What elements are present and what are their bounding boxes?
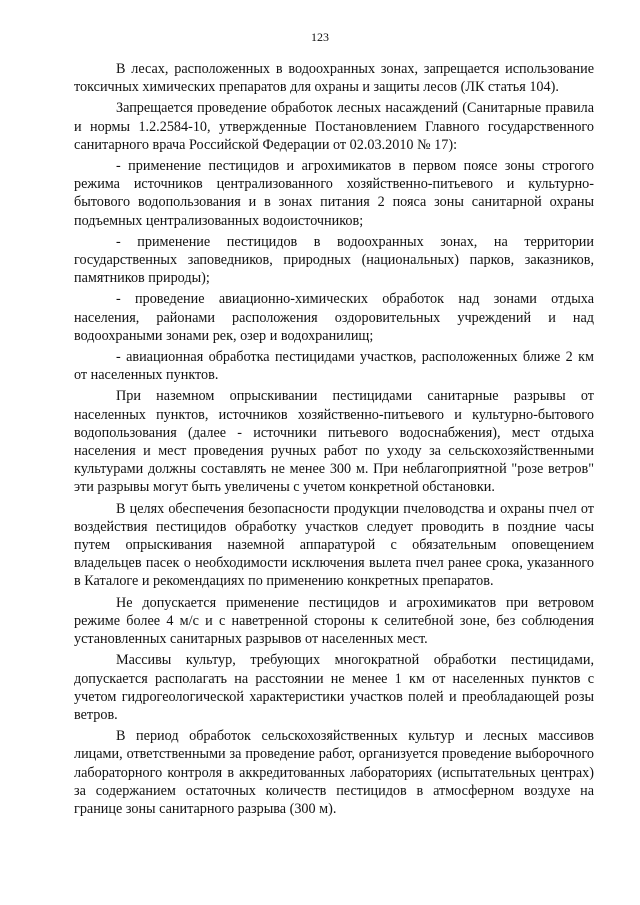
list-item-aviation-chemical: - проведение авиационно-химических обработок над зонами отдыха населения, районами расположения оздоровительных учреждений и над водоохраными зонами рек, озер и водохранилищ; — [74, 291, 594, 344]
paragraph-crop-placement: Массивы культур, требующих многократной обработки пестицидами, допускается располагать на расстоянии не менее 1 км от населенных пунктов с учетом гидрогеологической характеристики участков полей и преобладающей розы ветров. — [74, 652, 594, 723]
paragraph-prohibited-treatments: Запрещается проведение обработок лесных насаждений (Санитарные правила и нормы 1.2.2584-10, утвержденные Постановлением Главного государственного санитарного врача Российской Федерации от 02.03.2010 № 17): — [74, 100, 594, 153]
page-number: 123 — [311, 30, 329, 44]
paragraph-ground-spraying: При наземном опрыскивании пестицидами санитарные разрывы от населенных пунктов, источников хозяйственно-питьевого и культурно-бытового водопользования (далее - источники питьевого водоснабжения), мест отдыха населения и мест проведения ручных работ по уходу за сельскохозяйственными культурами должны составлять не менее 300 м. При неблагоприятной "розе ветров" эти разрывы могут быть увеличены с учетом конкретной обстановки. — [74, 388, 594, 496]
paragraph-forest-water-zones: В лесах, расположенных в водоохранных зонах, запрещается использование токсичных химических препаратов для охраны и защиты лесов (ЛК статья 104). — [74, 61, 594, 96]
paragraph-lab-control: В период обработок сельскохозяйственных культур и лесных массивов лицами, ответственными за проведение работ, организуется проведение выборочного лабораторного контроля в аккредитованных лабораториях (испытательных центрах) за содержанием остаточных количеств пестицидов в атмосферном воздухе на границе зоны санитарного разрыва (300 м). — [74, 728, 594, 817]
list-item-strict-regime-zone: - применение пестицидов и агрохимикатов в первом поясе зоны строгого режима источников централизованного хозяйственно-питьевого и культурно-бытового водопользования и в зонах питания 2 пояса зоны санитарной охраны подъемных централизованных водоисточников; — [74, 158, 594, 229]
paragraph-bee-protection: В целях обеспечения безопасности продукции пчеловодства и охраны пчел от воздействия пестицидов обработку участков следует проводить в поздние часы путем опрыскивания наземной аппаратурой с обязательным оповещением владельцев пасек о необходимости исключения вылета пчел ранее срока, указанного в Каталоге и рекомендациях по применению конкретных препаратов. — [74, 500, 594, 590]
document-body — [74, 60, 594, 821]
list-item-protected-areas: - применение пестицидов в водоохранных зонах, на территории государственных заповедников, природных (национальных) парков, заказников, памятников природы); — [74, 233, 594, 287]
list-item-aviation-distance: - авиационная обработка пестицидами участков, расположенных ближе 2 км от населенных пунктов. — [74, 349, 594, 384]
paragraph-wind-limit: Не допускается применение пестицидов и агрохимикатов при ветровом режиме более 4 м/с и с наветренной стороны к селитебной зоне, без соблюдения установленных санитарных разрывов от населенных мест. — [74, 594, 594, 648]
